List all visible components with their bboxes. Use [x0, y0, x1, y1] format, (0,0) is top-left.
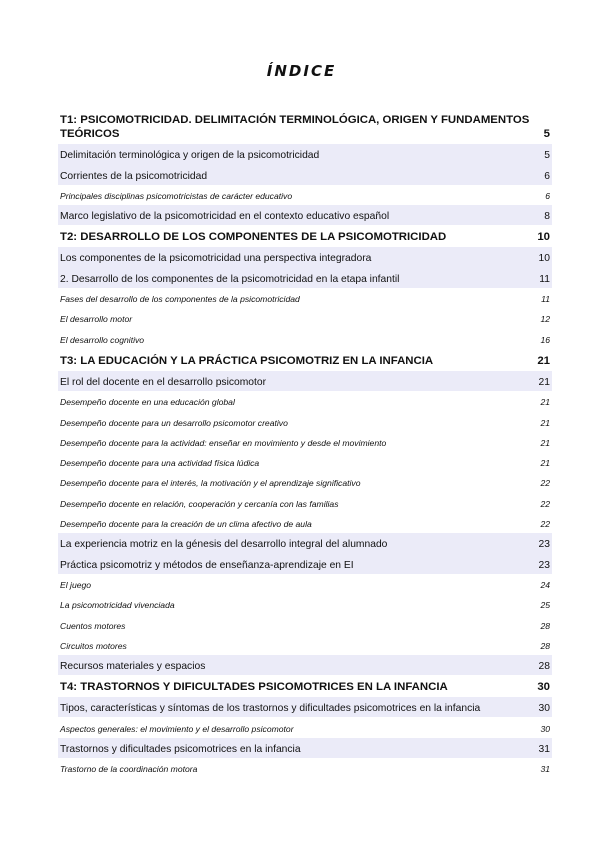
toc-page-number: 16 — [540, 334, 550, 345]
toc-entry[interactable] — [58, 205, 552, 225]
toc-section-t4[interactable] — [58, 675, 552, 697]
toc-page-number: 5 — [543, 128, 550, 140]
toc-page-number: 23 — [538, 559, 550, 571]
toc-page-number: 31 — [538, 744, 550, 756]
toc-page-number: 23 — [538, 539, 550, 551]
toc-entry[interactable] — [58, 614, 552, 634]
toc-entry[interactable] — [58, 553, 552, 573]
toc-section-t1[interactable] — [58, 108, 552, 144]
toc-entry-text: Marco legislativo de la psicomotricidad en el contexto educativo español — [60, 211, 390, 223]
toc-entry[interactable] — [58, 411, 552, 431]
toc-page-number: 30 — [537, 681, 550, 694]
toc-page-number: 21 — [540, 458, 550, 469]
toc-page-number: 24 — [540, 579, 550, 590]
toc-page-number: 11 — [541, 294, 550, 305]
toc-entry[interactable] — [58, 185, 552, 205]
toc-page-number: 22 — [540, 478, 550, 489]
toc-page-number: 28 — [540, 620, 550, 631]
table-of-contents — [58, 108, 552, 778]
toc-entry[interactable] — [58, 717, 552, 737]
toc-page-number: 8 — [544, 211, 550, 223]
toc-page-number: 21 — [540, 397, 550, 408]
toc-entry[interactable] — [58, 308, 552, 328]
toc-entry[interactable] — [58, 472, 552, 492]
toc-entry[interactable] — [58, 697, 552, 717]
toc-entry-text: 2. Desarrollo de los componentes de la psicomotricidad en la etapa infantil — [60, 273, 400, 285]
toc-entry[interactable] — [58, 328, 552, 348]
toc-page-number: 22 — [540, 519, 550, 530]
toc-entry[interactable] — [58, 391, 552, 411]
toc-page-number: 11 — [539, 273, 550, 285]
toc-page-number: 12 — [540, 314, 550, 325]
toc-section-t2[interactable] — [58, 225, 552, 247]
toc-entry-text: Circuitos motores — [60, 640, 127, 651]
toc-entry-text: T2: DESARROLLO DE LOS COMPONENTES DE LA PSICOMOTRICIDAD — [60, 231, 447, 244]
toc-entry[interactable] — [58, 574, 552, 594]
toc-entry-text: El desarrollo motor — [60, 314, 133, 325]
toc-entry[interactable] — [58, 267, 552, 287]
toc-entry[interactable] — [58, 371, 552, 391]
toc-entry-text: Corrientes de la psicomotricidad — [60, 170, 208, 182]
toc-entry-text: Principales disciplinas psicomotricistas de carácter educativo — [60, 190, 293, 201]
toc-entry[interactable] — [58, 288, 552, 308]
toc-page-number: 10 — [537, 231, 550, 244]
toc-entry[interactable] — [58, 432, 552, 452]
toc-entry-text: T1: PSICOMOTRICIDAD. DELIMITACIÓN TERMINOLÓGICA, ORIGEN Y FUNDAMENTOS TEÓRICOS — [60, 114, 530, 140]
toc-page-number: 6 — [544, 170, 550, 182]
toc-entry-text: T3: LA EDUCACIÓN Y LA PRÁCTICA PSICOMOTRIZ EN LA INFANCIA — [60, 354, 434, 367]
toc-entry-text: El desarrollo cognitivo — [60, 334, 145, 345]
page-title: ÍNDICE — [266, 62, 337, 80]
toc-page-number: 5 — [544, 150, 550, 162]
toc-page-number: 31 — [540, 764, 550, 775]
toc-page-number: 28 — [540, 640, 550, 651]
toc-entry[interactable] — [58, 164, 552, 184]
toc-entry-text: Fases del desarrollo de los componentes de la psicomotricidad — [60, 294, 300, 305]
toc-entry[interactable] — [58, 635, 552, 655]
toc-entry-text: Aspectos generales: el movimiento y el desarrollo psicomotor — [60, 723, 294, 734]
toc-entry-text: Desempeño docente para una actividad física lúdica — [60, 458, 260, 469]
toc-page-number: 21 — [537, 354, 550, 367]
toc-entry-text: Desempeño docente para el interés, la motivación y el aprendizaje significativo — [60, 478, 361, 489]
toc-page-number: 21 — [540, 437, 550, 448]
toc-entry-text: Trastorno de la coordinación motora — [60, 764, 198, 775]
toc-entry-text: Delimitación terminológica y origen de la psicomotricidad — [60, 150, 320, 162]
toc-entry[interactable] — [58, 738, 552, 758]
toc-entry-text: T4: TRASTORNOS Y DIFICULTADES PSICOMOTRICES EN LA INFANCIA — [60, 681, 448, 694]
toc-page-number: 30 — [538, 703, 550, 715]
toc-entry-text: La psicomotricidad vivenciada — [60, 600, 175, 611]
toc-entry[interactable] — [58, 533, 552, 553]
toc-entry-text: Trastornos y dificultades psicomotrices en la infancia — [60, 744, 301, 756]
toc-page-number: 30 — [540, 723, 550, 734]
toc-entry-text: Recursos materiales y espacios — [60, 661, 206, 673]
toc-entry-text: La experiencia motriz en la génesis del desarrollo integral del alumnado — [60, 539, 388, 551]
toc-entry[interactable] — [58, 513, 552, 533]
toc-page-number: 21 — [538, 376, 550, 388]
toc-entry[interactable] — [58, 247, 552, 267]
toc-entry[interactable] — [58, 452, 552, 472]
toc-page-number: 22 — [540, 498, 550, 509]
toc-entry-text: Desempeño docente en una educación global — [60, 397, 235, 408]
toc-entry[interactable] — [58, 655, 552, 675]
toc-entry-text: Tipos, características y síntomas de los trastornos y dificultades psicomotrices en la infancia — [60, 703, 481, 715]
toc-page-number: 28 — [538, 661, 550, 673]
toc-entry-text: El rol del docente en el desarrollo psicomotor — [60, 376, 267, 388]
toc-entry-text: Desempeño docente para la actividad: enseñar en movimiento y desde el movimiento — [60, 437, 387, 448]
toc-entry-text: Desempeño docente para la creación de un clima afectivo de aula — [60, 519, 312, 530]
toc-entry[interactable] — [58, 594, 552, 614]
toc-page-number: 6 — [545, 190, 550, 201]
toc-entry-text: Práctica psicomotriz y métodos de enseñanza-aprendizaje en EI — [60, 559, 354, 571]
toc-page-number: 25 — [540, 600, 550, 611]
toc-page-number: 10 — [538, 253, 550, 265]
toc-entry-text: Desempeño docente en relación, cooperación y cercanía con las familias — [60, 498, 339, 509]
toc-entry-text: Desempeño docente para un desarrollo psicomotor creativo — [60, 417, 288, 428]
toc-page-number: 21 — [540, 417, 550, 428]
toc-entry-text: Los componentes de la psicomotricidad una perspectiva integradora — [60, 253, 372, 265]
toc-section-t3[interactable] — [58, 349, 552, 371]
toc-entry[interactable] — [58, 492, 552, 512]
toc-entry[interactable] — [58, 758, 552, 778]
toc-entry[interactable] — [58, 144, 552, 164]
toc-entry-text: Cuentos motores — [60, 620, 126, 631]
toc-entry-text: El juego — [60, 579, 92, 590]
